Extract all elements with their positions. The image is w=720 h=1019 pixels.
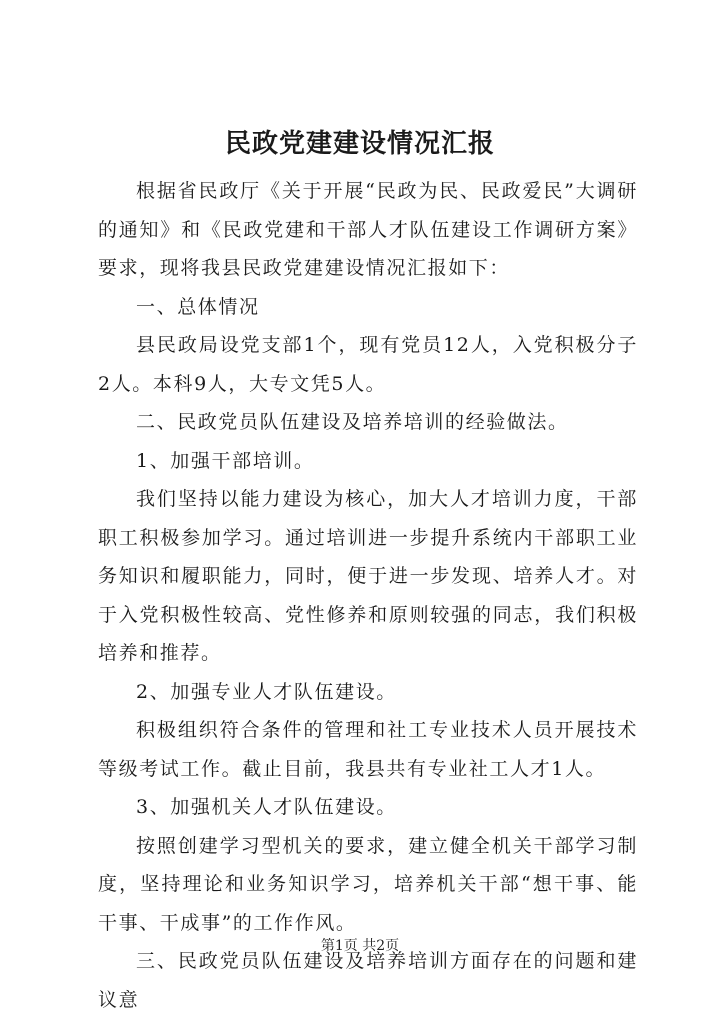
section-heading-experience: 二、民政党员队伍建设及培养培训的经验做法。	[136, 411, 569, 433]
paragraph-training: 我们坚持以能力建设为核心，加大人才培训力度，干部职工积极参加学习。通过培训进一步提升系统内干部职工业务知识和履职能力，同时，便于进一步发现、培养人才。对于入党积极性较高、党性修养和原则较强的同志，我们积极培养和推荐。	[98, 488, 638, 664]
paragraph-overview: 县民政局设党支部1个，现有党员12人，入党积极分子2人。本科9人，大专文凭5人。	[98, 334, 638, 395]
subheading-professional: 2、加强专业人才队伍建设。	[136, 680, 397, 703]
paragraph-professional: 积极组织符合条件的管理和社工专业技术人员开展技术等级考试工作。截止目前，我县共有专业社工人才1人。	[98, 719, 638, 780]
subheading-agency: 3、加强机关人才队伍建设。	[136, 796, 397, 818]
subheading-training: 1、加强干部培训。	[136, 449, 315, 472]
section-heading-overview: 一、总体情况	[136, 295, 260, 318]
paragraph-agency: 按照创建学习型机关的要求，建立健全机关干部学习制度，坚持理论和业务知识学习，培养机关干部“想干事、能干事、干成事”的工作作风。	[98, 834, 638, 934]
document-body	[98, 172, 638, 1019]
paragraph-intro: 根据省民政厅《关于开展“民政为民、民政爱民”大调研的通知》和《民政党建和干部人才队伍建设工作调研方案》要求，现将我县民政党建建设情况汇报如下：	[98, 180, 638, 279]
document-title: 民政党建建设情况汇报	[224, 129, 495, 159]
section-heading-problems: 三、民政党员队伍建设及培养培训方面存在的问题和建议意	[98, 950, 638, 1011]
page-footer: 第1页 共2页	[320, 938, 400, 954]
